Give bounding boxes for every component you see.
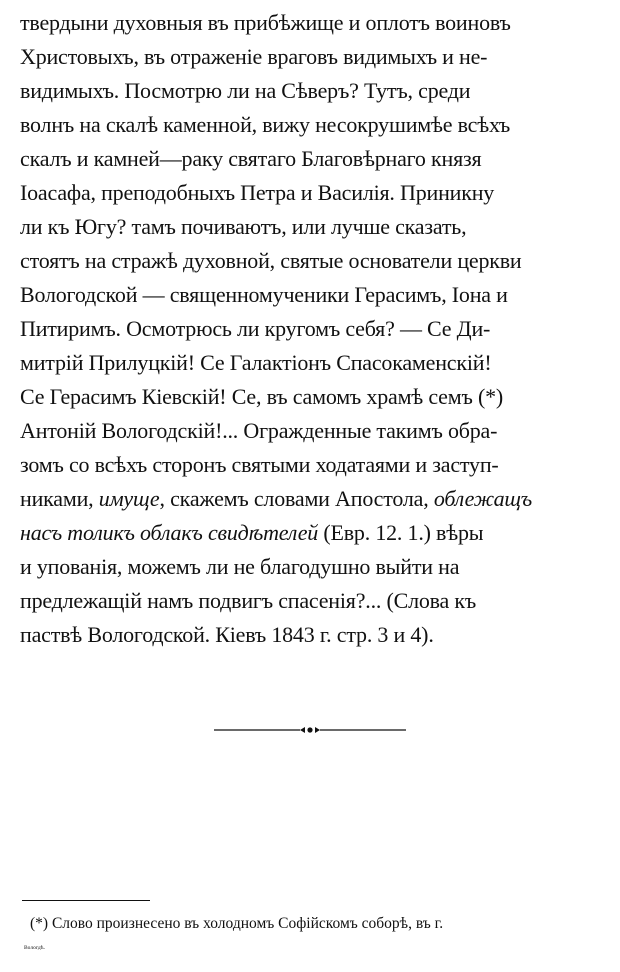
footnote-line: (*) Слово произнесено въ холодномъ Софійскомъ соборѣ, въ г. bbox=[30, 915, 444, 932]
italic-quote: облежащъ bbox=[433, 486, 532, 511]
body-text bbox=[20, 6, 604, 652]
text-segment: никами, bbox=[20, 486, 99, 511]
text-line: Христовыхъ, въ отраженіе враговъ видимыхъ и не- bbox=[20, 44, 488, 69]
text-line: Се Герасимъ Кіевскій! Се, въ самомъ храмѣ семъ (*) bbox=[20, 384, 503, 409]
text-line: Вологодской — священномученики Герасимъ, Іона и bbox=[20, 282, 508, 307]
italic-quote: имуще bbox=[98, 486, 160, 511]
text-line: видимыхъ. Посмотрю ли на Сѣверъ? Тутъ, среди bbox=[20, 78, 471, 103]
text-line: скалъ и камней—раку святаго Благовѣрнаго князя bbox=[20, 146, 482, 171]
section-divider-ornament bbox=[212, 722, 408, 738]
text-line bbox=[20, 516, 604, 550]
footnote-rule bbox=[22, 900, 150, 901]
text-segment: , скажемъ словами Апостола, bbox=[159, 486, 434, 511]
text-line: зомъ со всѣхъ сторонъ святыми ходатаями и заступ- bbox=[20, 452, 499, 477]
footnote bbox=[24, 912, 610, 960]
footnote-line: Вологдѣ. bbox=[24, 945, 45, 951]
text-line: Питиримъ. Осмотрюсь ли кругомъ себя? — Се Ди- bbox=[20, 316, 491, 341]
text-line bbox=[20, 482, 604, 516]
text-segment: (Евр. 12. 1.) вѣры bbox=[318, 520, 484, 545]
text-line: и упованія, можемъ ли не благодушно выйти на bbox=[20, 554, 460, 579]
text-line: ли къ Югу? тамъ почиваютъ, или лучше сказать, bbox=[20, 214, 467, 239]
text-line: волнъ на скалѣ каменной, вижу несокрушимѣе всѣхъ bbox=[20, 112, 511, 137]
text-line: предлежащій намъ подвигъ спасенія?... (Слова къ bbox=[20, 588, 477, 613]
text-line: паствѣ Вологодской. Кіевъ 1843 г. стр. 3 и 4). bbox=[20, 622, 434, 647]
text-line: твердыни духовныя въ прибѣжище и оплотъ воиновъ bbox=[20, 10, 511, 35]
text-line: стоятъ на стражѣ духовной, святые основатели церкви bbox=[20, 248, 522, 273]
text-line: митрій Прилуцкій! Се Галактіонъ Спасокаменскій! bbox=[20, 350, 492, 375]
text-line: Іоасафа, преподобныхъ Петра и Василія. Приникну bbox=[20, 180, 495, 205]
text-line: Антоній Вологодскій!... Огражденные такимъ обра- bbox=[20, 418, 498, 443]
italic-quote: насъ толикъ облакъ свидѣтелей bbox=[20, 520, 319, 545]
